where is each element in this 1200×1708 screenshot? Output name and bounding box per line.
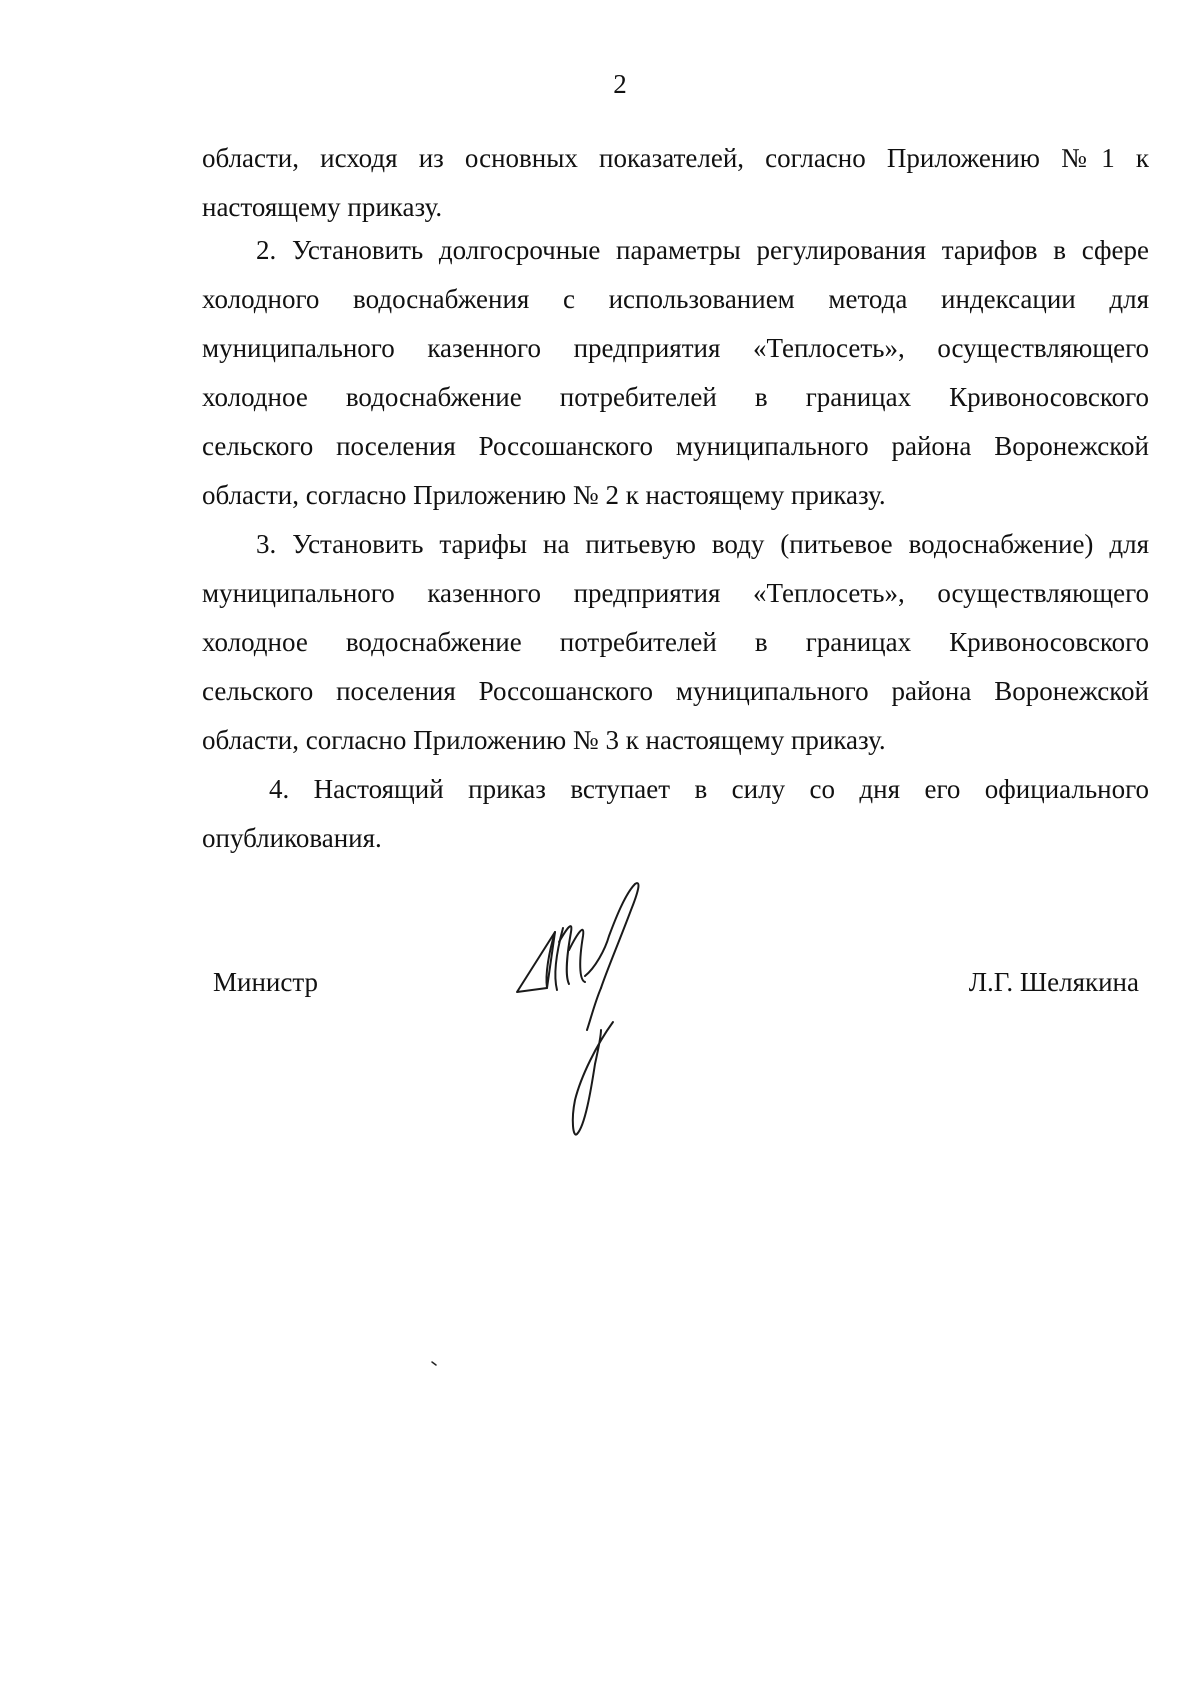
paragraph-4 <box>202 765 1149 863</box>
signatory-role: Министр <box>213 967 318 997</box>
paragraph-2-line-2: холодного водоснабжения с использованием метода индексации для <box>202 284 1149 314</box>
handwritten-signature <box>515 880 695 1140</box>
paragraph-3-line-5: области, согласно Приложению № 3 к настоящему приказу. <box>202 725 886 755</box>
paragraph-2-line-4: холодное водоснабжение потребителей в границах Кривоносовского <box>202 382 1149 412</box>
paragraph-3 <box>202 520 1149 765</box>
stray-mark <box>430 1360 440 1368</box>
paragraph-3-line-2: муниципального казенного предприятия «Теплосеть», осуществляющего <box>202 578 1149 608</box>
paragraph-2-line-6: области, согласно Приложению № 2 к настоящему приказу. <box>202 480 886 510</box>
paragraph-2-line-1: 2. Установить долгосрочные параметры регулирования тарифов в сфере <box>256 235 1149 265</box>
paragraph-1-line-1: области, исходя из основных показателей, согласно Приложению №1 к <box>202 143 1149 173</box>
signatory-name: Л.Г. Шелякина <box>968 967 1139 997</box>
paragraph-2 <box>202 226 1149 520</box>
page-number: 2 <box>613 69 627 99</box>
paragraph-1-line-2: настоящему приказу. <box>202 192 443 222</box>
paragraph-2-line-3: муниципального казенного предприятия «Теплосеть», осуществляющего <box>202 333 1149 363</box>
paragraph-3-line-4: сельского поселения Россошанского муниципального района Воронежской <box>202 676 1149 706</box>
paragraph-4-line-2: опубликования. <box>202 823 382 853</box>
paragraph-3-line-3: холодное водоснабжение потребителей в границах Кривоносовского <box>202 627 1149 657</box>
paragraph-1 <box>202 134 1149 232</box>
paragraph-3-line-1: 3. Установить тарифы на питьевую воду (питьевое водоснабжение) для <box>256 529 1149 559</box>
paragraph-4-line-1: 4. Настоящий приказ вступает в силу со дня его официального <box>269 774 1149 804</box>
paragraph-2-line-5: сельского поселения Россошанского муниципального района Воронежской <box>202 431 1149 461</box>
